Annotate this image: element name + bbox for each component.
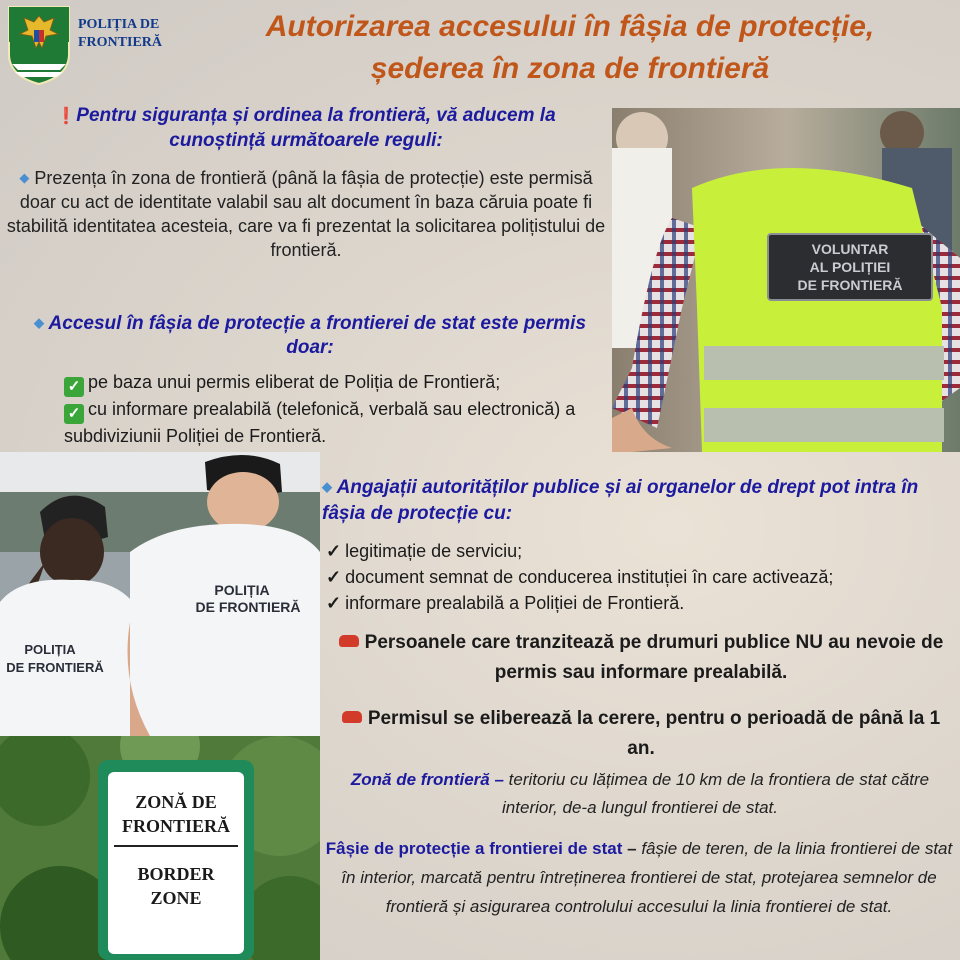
left-shirt-line-2: DE FRONTIERĂ	[6, 660, 104, 675]
right-shirt-line-1: POLIȚIA	[214, 582, 270, 598]
check-mark-icon: ✓	[64, 377, 84, 397]
sign-line-1: ZONĂ DE	[135, 792, 217, 812]
check-mark-icon: ✓	[326, 567, 342, 587]
border-zone-text: teritoriu cu lățimea de 10 km de la frontiera de stat către interior, de-a lungul frontierei de stat.	[502, 770, 930, 817]
protection-strip-term: Fâșie de protecție a frontierei de stat	[325, 839, 623, 858]
check-mark-icon: ✓	[326, 541, 342, 561]
employees-item-2: document semnat de conducerea instituției în care activează;	[345, 567, 834, 587]
permit-note	[326, 704, 956, 764]
right-shirt-line-2: DE FRONTIERĂ	[195, 599, 301, 615]
page-title-line-1: Autorizarea accesului în fâșia de protecție,	[265, 10, 875, 43]
list-item	[326, 590, 960, 616]
employees-list	[326, 538, 960, 616]
definition-separator: –	[489, 770, 509, 789]
sign-line-2: FRONTIERĂ	[121, 816, 231, 836]
transit-note-text: Persoanele care tranzitează pe drumuri publice NU au nevoie de permis sau informare prealabilă.	[364, 632, 944, 683]
access-item-2: cu informare prealabilă (telefonică, verbală sau electronică) a subdiviziunii Poliției de Frontieră.	[64, 399, 576, 446]
rule-identity-text: Prezența în zona de frontieră (până la fâșia de protecție) este permisă doar cu act de identitate valabil sau alt document în baza căruia poate fi stabilită identitatea acesteia, care va fi prezentat la solicitarea polițistului de frontieră.	[6, 168, 606, 260]
sign-line-3: BORDER	[137, 864, 215, 884]
protection-strip-text: fâșie de teren, de la linia frontierei de stat în interior, marcată pentru întreținerea frontierei de stat, protejarea semnelor de frontieră și asigurarea controlului accesului la linia frontierei de stat.	[341, 839, 953, 916]
check-mark-icon: ✓	[64, 404, 84, 424]
access-item-1: pe baza unui permis eliberat de Poliția de Frontieră;	[88, 372, 501, 392]
employees-heading	[322, 474, 958, 527]
access-heading-text: Accesul în fâșia de protecție a frontierei de stat este permis doar:	[48, 313, 587, 358]
border-zone-sign-photo	[0, 736, 320, 960]
logo-text	[78, 16, 178, 52]
rule-identity-document	[0, 166, 612, 262]
list-item	[326, 564, 960, 590]
list-item	[64, 397, 612, 448]
car-icon	[342, 711, 362, 723]
employees-item-1: legitimație de serviciu;	[345, 541, 523, 561]
check-mark-icon: ✓	[326, 593, 342, 613]
border-police-coat-of-arms	[6, 4, 72, 86]
logo-line-1: POLIȚIA DE	[78, 17, 160, 32]
intro-text-body: Pentru siguranța și ordinea la frontieră, vă aducem la cunoștință următoarele reguli:	[76, 105, 556, 151]
intro-text	[6, 104, 606, 153]
employees-heading-text: Angajații autorităților publice și ai organelor de drept pot intra în fâșia de protecție cu:	[322, 477, 919, 524]
border-zone-term: Zonă de frontieră	[350, 770, 490, 789]
officers-photo	[0, 452, 320, 736]
page-title-line-2: șederea în zona de frontieră	[370, 52, 770, 85]
sign-line-4: ZONE	[150, 888, 202, 908]
vest-patch-line-2: AL POLIȚIEI	[809, 259, 891, 275]
diamond-bullet-icon: ◆	[33, 315, 44, 330]
car-icon	[339, 635, 359, 647]
logo-line-2: FRONTIERĂ	[78, 35, 163, 50]
list-item	[64, 370, 612, 397]
exclamation-icon: ❗	[56, 108, 77, 125]
page-title	[180, 6, 960, 90]
definition-separator: –	[622, 839, 642, 858]
list-item	[326, 538, 960, 564]
diamond-bullet-icon: ◆	[322, 479, 332, 494]
employees-item-3: informare prealabilă a Poliției de Frontieră.	[345, 593, 685, 613]
permit-note-text: Permisul se eliberează la cerere, pentru o perioadă de până la 1 an.	[367, 708, 941, 759]
volunteer-vest-photo	[612, 108, 960, 452]
border-zone-definition	[322, 766, 958, 822]
left-shirt-line-1: POLIȚIA	[24, 642, 76, 657]
protection-strip-definition	[320, 834, 958, 921]
access-list	[64, 370, 612, 448]
diamond-bullet-icon: ◆	[19, 170, 30, 185]
vest-patch-line-3: DE FRONTIERĂ	[797, 277, 903, 293]
vest-patch-line-1: VOLUNTAR	[811, 241, 889, 257]
transit-note	[326, 628, 956, 688]
access-heading	[10, 311, 610, 360]
